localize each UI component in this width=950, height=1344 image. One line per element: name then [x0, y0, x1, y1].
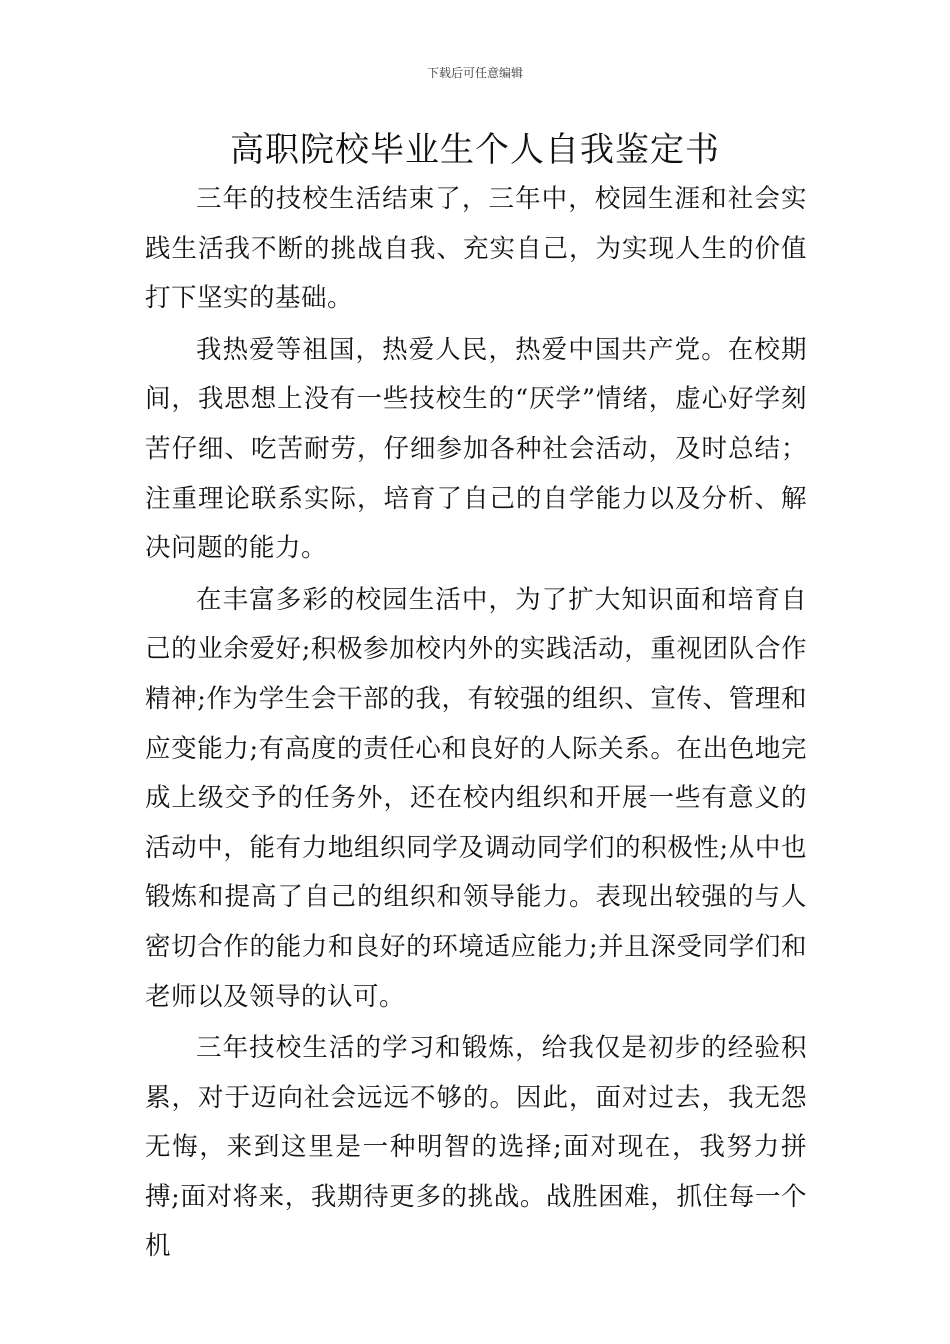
paragraph-3: 在丰富多彩的校园生活中，为了扩大知识面和培育自己的业余爱好;积极参加校内外的实践活动，重视团队合作精神;作为学生会干部的我，有较强的组织、宣传、管理和应变能力;有高度的责任心和良好的人际关系。在出色地完成上级交予的任务外，还在校内组织和开展一些有意义的活动中，能有力地组织同学及调动同学们的积极性;从中也锻炼和提高了自己的组织和领导能力。表现出较强的与人密切合作的能力和良好的环境适应能力;并且深受同学们和老师以及领导的认可。	[145, 584, 807, 1012]
document-body	[145, 175, 807, 1274]
paragraph-4: 三年技校生活的学习和锻炼，给我仅是初步的经验积累，对于迈向社会远远不够的。因此，面对过去，我无怨无悔，来到这里是一种明智的选择;面对现在，我努力拼搏;面对将来，我期待更多的挑战。战胜困难，抓住每一个机	[145, 1033, 807, 1262]
page-header-note: 下载后可任意编辑	[426, 66, 523, 80]
paragraph-1: 三年的技校生活结束了，三年中，校园生涯和社会实践生活我不断的挑战自我、充实自己，为实现人生的价值打下坚实的基础。	[145, 184, 807, 314]
paragraph-2: 我热爱等祖国，热爱人民，热爱中国共产党。在校期间，我思想上没有一些技校生的“厌学”情绪，虚心好学刻苦仔细、吃苦耐劳，仔细参加各种社会活动，及时总结；注重理论联系实际，培育了自己的自学能力以及分析、解决问题的能力。	[145, 334, 807, 564]
document-title: 高职院校毕业生个人自我鉴定书	[230, 130, 720, 170]
